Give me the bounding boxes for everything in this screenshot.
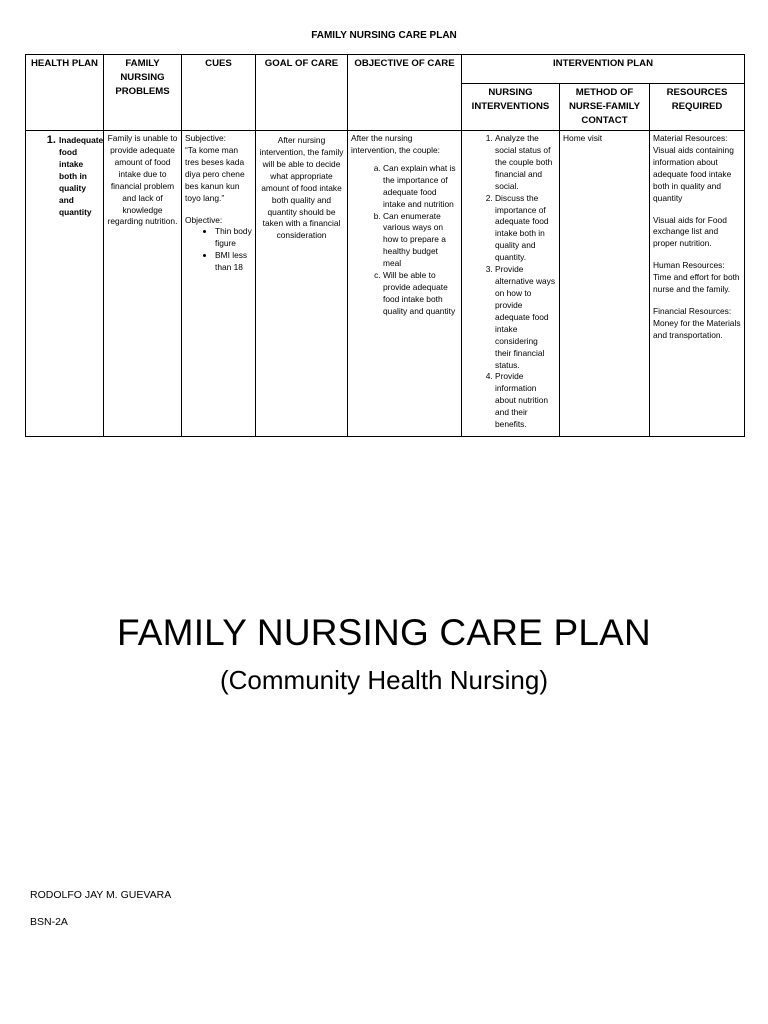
material-resources-label: Material Resources:: [653, 133, 728, 143]
objective-intro: After the nursing intervention, the couple:: [351, 133, 440, 155]
header-goal-of-care: GOAL OF CARE: [256, 55, 348, 131]
subjective-text: “Ta kome man tres beses kada diya pero chene bes kanun kun toyo lang.”: [185, 144, 245, 203]
cell-interventions: [462, 131, 560, 437]
header-resources-required: RESOURCES REQUIRED: [650, 84, 745, 131]
header-intervention-plan: INTERVENTION PLAN: [462, 55, 745, 84]
header-objective-of-care: OBJECTIVE OF CARE: [348, 55, 462, 131]
cell-health-plan: [26, 131, 104, 437]
care-plan-table: [25, 54, 745, 437]
financial-resources-text: Money for the Materials and transportation.: [653, 317, 741, 340]
header-cues: CUES: [182, 55, 256, 131]
class-section: BSN-2A: [30, 916, 68, 928]
objective-label: Objective:: [185, 214, 223, 225]
objective-cue-item: • BMI less than 18: [215, 250, 252, 274]
objective-item: a. Can explain what is the importance of adequate food intake and nutrition: [383, 163, 458, 211]
cell-goal: After nursing intervention, the family will be able to decide what appropriate amount of food intake both quality and quantity should be taken with a financial consideration: [256, 131, 348, 437]
intervention-item: 3. Provide alternative ways on how to provide adequate food intake considering their financial status.: [495, 264, 556, 371]
cover-title: FAMILY NURSING CARE PLAN: [117, 612, 651, 653]
cell-objective: [348, 131, 462, 437]
header-health-plan: HEALTH PLAN: [26, 55, 104, 131]
document-title: FAMILY NURSING CARE PLAN: [311, 30, 457, 41]
header-method-of-contact: METHOD OF NURSE-FAMILY CONTACT: [560, 84, 650, 131]
material-resources-text: Visual aids containing information about adequate food intake both in quality and quantity: [653, 144, 734, 203]
human-resources-text: Time and effort for both nurse and the family.: [653, 272, 740, 295]
health-plan-item: 1. Inadequate food intake both in quality and quantity: [59, 133, 100, 218]
intervention-item: 1. Analyze the social status of the couple both financial and social.: [495, 133, 556, 193]
header-family-nursing-problems: FAMILY NURSING PROBLEMS: [104, 55, 182, 131]
cell-cues: [182, 131, 256, 437]
objective-item: c. Will be able to provide adequate food intake both quality and quantity: [383, 270, 458, 318]
intervention-item: 4. Provide information about nutrition and their benefits.: [495, 371, 556, 431]
cover-subtitle: (Community Health Nursing): [220, 665, 548, 695]
objective-cue-item: • Thin body figure: [215, 226, 252, 250]
material-resources-text-2: Visual aids for Food exchange list and proper nutrition.: [653, 214, 727, 249]
cell-problem: Family is unable to provide adequate amount of food intake due to financial problem and lack of knowledge regarding nutrition.: [104, 131, 182, 437]
intervention-item: 2. Discuss the importance of adequate food intake both in quality and quantity.: [495, 193, 556, 265]
cell-method: Home visit: [560, 131, 650, 437]
financial-resources-label: Financial Resources:: [653, 306, 732, 317]
human-resources-label: Human Resources:: [653, 260, 725, 271]
header-nursing-interventions: NURSING INTERVENTIONS: [462, 84, 560, 131]
author-name: RODOLFO JAY M. GUEVARA: [30, 889, 172, 901]
objective-item: b. Can enumerate various ways on how to prepare a healthy budget meal: [383, 211, 458, 271]
cell-resources: [650, 131, 745, 437]
subjective-label: Subjective:: [185, 133, 226, 143]
